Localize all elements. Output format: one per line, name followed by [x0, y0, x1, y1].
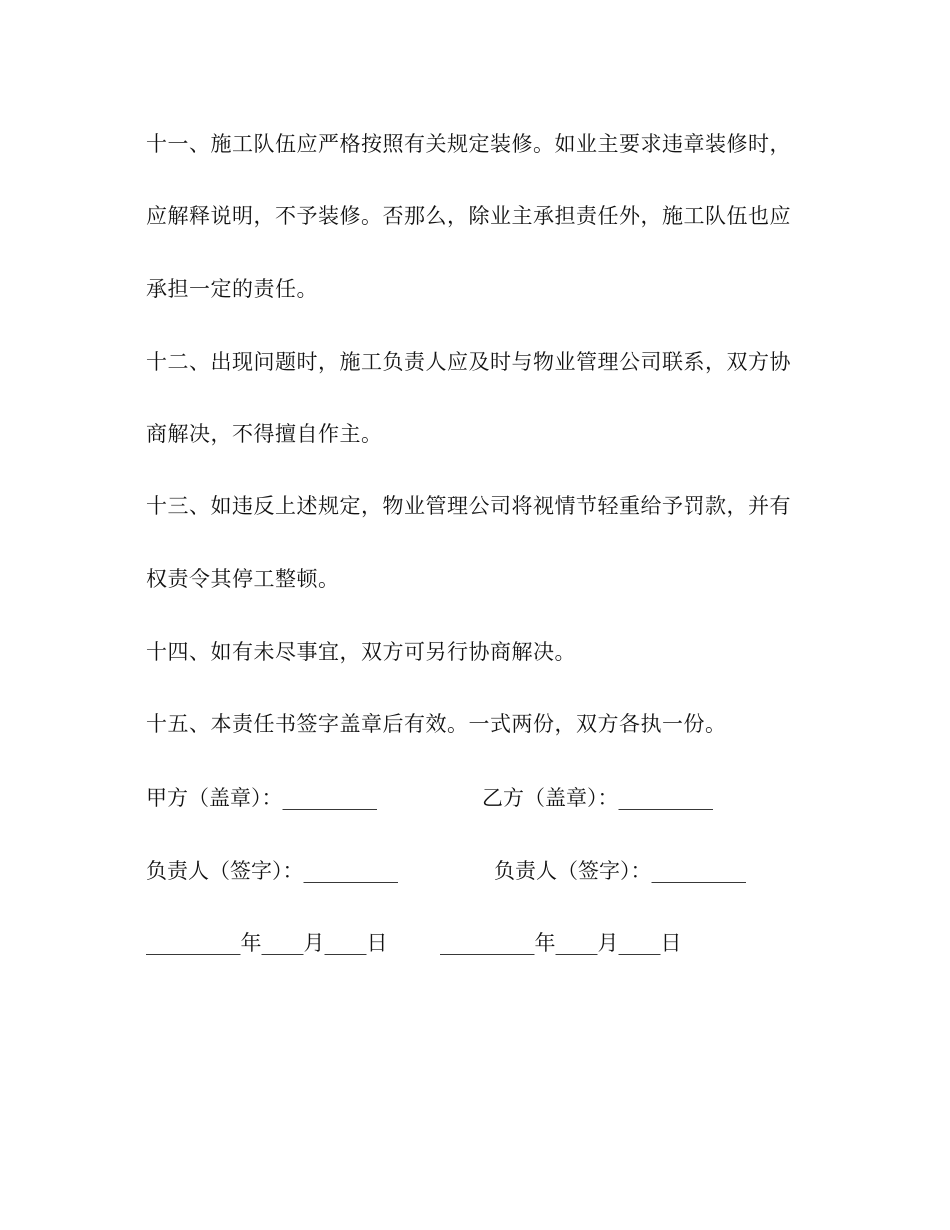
clause-14-line: 十四、如有未尽事宜，双方可另行协商解决。 [146, 640, 576, 664]
clause-12-line-1: 十二、出现问题时，施工负责人应及时与物业管理公司联系，双方协 [146, 350, 791, 374]
clause-13-line-1: 十三、如违反上述规定，物业管理公司将视情节轻重给予罚款，并有 [146, 494, 791, 518]
party-b-seal-field: 乙方（盖章）：_________ [482, 786, 713, 810]
clause-11-line-2: 应解释说明，不予装修。否那么，除业主承担责任外，施工队伍也应 [146, 204, 791, 228]
clause-11-line-1: 十一、施工队伍应严格按照有关规定装修。如业主要求违章装修时， [146, 132, 791, 156]
party-a-signer-field: 负责人（签字）：_________ [146, 859, 398, 883]
party-a-date-field: _________年____月____日 [146, 931, 388, 955]
party-b-date-field: _________年____月____日 [440, 931, 682, 955]
clause-11-line-3: 承担一定的责任。 [146, 277, 318, 301]
clause-13-line-2: 权责令其停工整顿。 [146, 567, 340, 591]
clause-12-line-2: 商解决，不得擅自作主。 [146, 422, 383, 446]
party-a-seal-field: 甲方（盖章）：_________ [146, 786, 377, 810]
clause-15-line: 十五、本责任书签字盖章后有效。一式两份，双方各执一份。 [146, 712, 727, 736]
party-b-signer-field: 负责人（签字）：_________ [494, 859, 746, 883]
